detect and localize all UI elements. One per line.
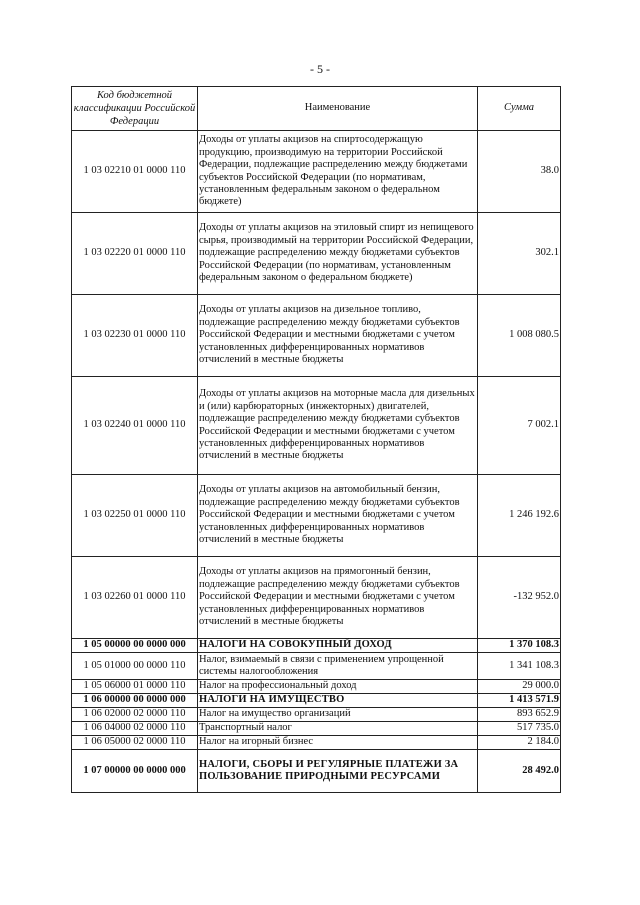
- row-sum: 517 735.0: [478, 722, 561, 736]
- row-code: 1 06 02000 02 0000 110: [72, 708, 198, 722]
- row-sum: 302.1: [478, 213, 561, 295]
- row-sum: 1 370 108.3: [478, 639, 561, 653]
- row-code: 1 06 05000 02 0000 110: [72, 736, 198, 750]
- table-row: [72, 557, 561, 639]
- row-name: НАЛОГИ НА СОВОКУПНЫЙ ДОХОД: [198, 639, 478, 653]
- row-sum: 893 652.9: [478, 708, 561, 722]
- row-sum: 1 008 080.5: [478, 295, 561, 377]
- row-code: 1 03 02230 01 0000 110: [72, 295, 198, 377]
- row-sum: -132 952.0: [478, 557, 561, 639]
- header-sum: Сумма: [478, 87, 561, 131]
- table-row: [72, 722, 561, 736]
- row-name: НАЛОГИ, СБОРЫ И РЕГУЛЯРНЫЕ ПЛАТЕЖИ ЗА ПОЛЬЗОВАНИЕ ПРИРОДНЫМИ РЕСУРСАМИ: [198, 750, 478, 793]
- table-row: [72, 475, 561, 557]
- row-code: 1 07 00000 00 0000 000: [72, 750, 198, 793]
- row-code: 1 06 04000 02 0000 110: [72, 722, 198, 736]
- row-name: Доходы от уплаты акцизов на дизельное топливо, подлежащие распределению между бюджетами субъектов Российской Федерации и местными бюджетами с учетом установленных дифференцированных нормативов отчислений в местные бюджеты: [198, 295, 478, 377]
- table-body: [72, 131, 561, 793]
- row-sum: 28 492.0: [478, 750, 561, 793]
- table-row: [72, 131, 561, 213]
- table-row: [72, 680, 561, 694]
- row-sum: 29 000.0: [478, 680, 561, 694]
- row-name: Доходы от уплаты акцизов на прямогонный бензин, подлежащие распределению между бюджетами субъектов Российской Федерации и местными бюджетами с учетом установленных дифференцированных нормативов отчислений в местные бюджеты: [198, 557, 478, 639]
- row-name: Налог на игорный бизнес: [198, 736, 478, 750]
- row-name: Налог на профессиональный доход: [198, 680, 478, 694]
- row-code: 1 06 00000 00 0000 000: [72, 694, 198, 708]
- budget-table: [71, 86, 561, 793]
- table-row: [72, 694, 561, 708]
- row-code: 1 03 02240 01 0000 110: [72, 377, 198, 475]
- table-header-row: [72, 87, 561, 131]
- row-code: 1 03 02210 01 0000 110: [72, 131, 198, 213]
- table-row: [72, 213, 561, 295]
- row-code: 1 05 06000 01 0000 110: [72, 680, 198, 694]
- row-name: Налог, взимаемый в связи с применением упрощенной системы налогообложения: [198, 653, 478, 680]
- table-row: [72, 377, 561, 475]
- table-row: [72, 750, 561, 793]
- header-code: Код бюджетной классификации Российской Федерации: [72, 87, 198, 131]
- row-sum: 1 341 108.3: [478, 653, 561, 680]
- row-code: 1 03 02260 01 0000 110: [72, 557, 198, 639]
- row-name: НАЛОГИ НА ИМУЩЕСТВО: [198, 694, 478, 708]
- row-code: 1 05 00000 00 0000 000: [72, 639, 198, 653]
- row-name: Транспортный налог: [198, 722, 478, 736]
- table-row: [72, 295, 561, 377]
- row-code: 1 03 02220 01 0000 110: [72, 213, 198, 295]
- table-row: [72, 653, 561, 680]
- row-sum: 7 002.1: [478, 377, 561, 475]
- table-row: [72, 708, 561, 722]
- row-sum: 2 184.0: [478, 736, 561, 750]
- table-row: [72, 736, 561, 750]
- row-sum: 1 246 192.6: [478, 475, 561, 557]
- row-sum: 38.0: [478, 131, 561, 213]
- table-row: [72, 639, 561, 653]
- page-number: - 5 -: [310, 62, 330, 76]
- row-name: Налог на имущество организаций: [198, 708, 478, 722]
- row-name: Доходы от уплаты акцизов на спиртосодержащую продукцию, производимую на территории Российской Федерации, подлежащие распределению между бюджетами субъектов Российской Федерации (по нормативам, установленным федеральным законом о федеральном бюджете): [198, 131, 478, 213]
- row-sum: 1 413 571.9: [478, 694, 561, 708]
- header-name: Наименование: [198, 87, 478, 131]
- row-name: Доходы от уплаты акцизов на моторные масла для дизельных и (или) карбюраторных (инжекторных) двигателей, подлежащие распределению между бюджетами субъектов Российской Федерации и местными бюджетами с учетом установленных дифференцированных нормативов отчислений в местные бюджеты: [198, 377, 478, 475]
- row-code: 1 05 01000 00 0000 110: [72, 653, 198, 680]
- row-code: 1 03 02250 01 0000 110: [72, 475, 198, 557]
- row-name: Доходы от уплаты акцизов на этиловый спирт из непищевого сырья, производимый на территории Российской Федерации, подлежащие распределению между бюджетами субъектов Российской Федерации (по нормативам, установленным федеральным законом о федеральном бюджете): [198, 213, 478, 295]
- row-name: Доходы от уплаты акцизов на автомобильный бензин, подлежащие распределению между бюджетами субъектов Российской Федерации и местными бюджетами с учетом установленных дифференцированных нормативов отчислений в местные бюджеты: [198, 475, 478, 557]
